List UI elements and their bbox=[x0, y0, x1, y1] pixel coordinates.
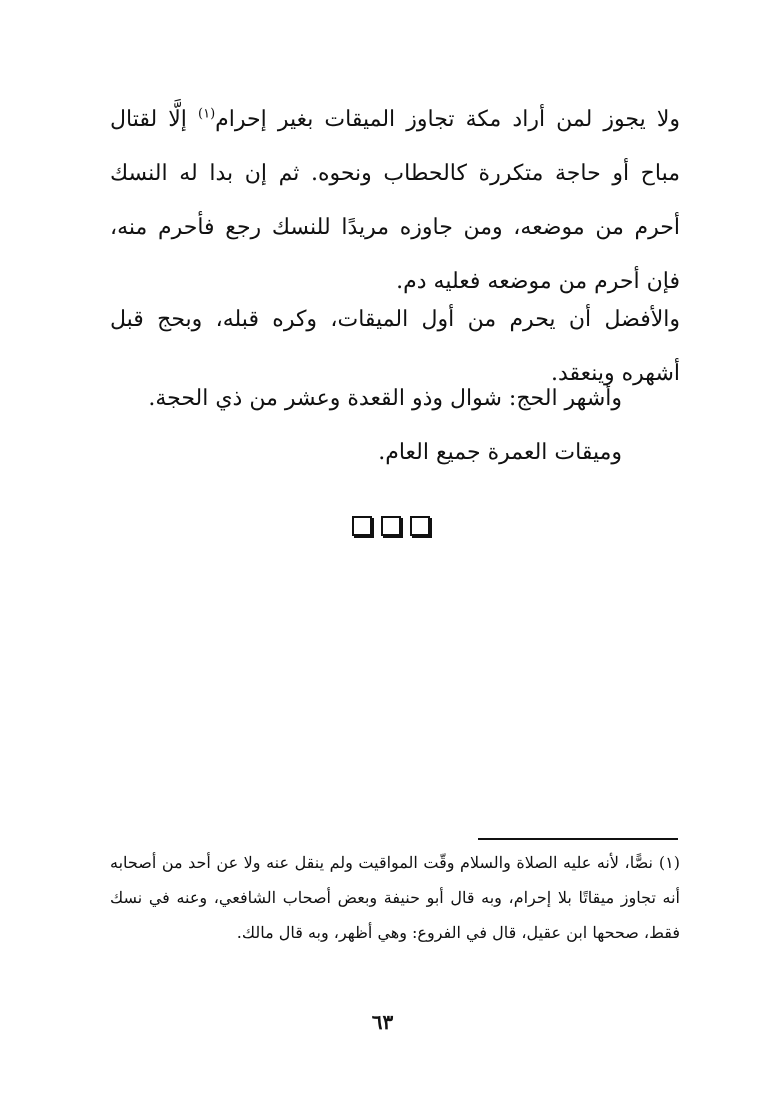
footnote-divider bbox=[478, 838, 678, 840]
page-number: ٦٣ bbox=[371, 1010, 394, 1034]
paragraph1-text-start: ولا يجوز لمن أراد مكة تجاوز الميقات بغير إحرام bbox=[215, 107, 681, 132]
square-ornament-icon bbox=[352, 516, 372, 536]
paragraph2-text: والأفضل أن يحرم من أول الميقات، وكره قبله، وبحج قبل أشهره وينعقد. bbox=[110, 307, 680, 386]
paragraph-umrah-miqat: وميقات العمرة جميع العام. bbox=[378, 440, 622, 465]
footnote-text: نصًّا، لأنه عليه الصلاة والسلام وقّت المواقيت ولم ينقل عنه ولا عن أحد من أصحابه أنه تجاوز ميقاتًا بلا إحرام، وبه قال أبو حنيفة وبعض أصحاب الشافعي، وعنه في نسك فقط، صححها ابن عقيل، قال في الفروع: وهي أظهر، وبه قال مالك. bbox=[110, 853, 680, 942]
paragraph1-text-end: إلَّا لقتال مباح أو حاجة متكررة كالحطاب ونحوه. ثم إن بدا له النسك أحرم من موضعه، ومن جاوزه مريدًا للنسك رجع فأحرم منه، فإن أحرم من موضعه فعليه دم. bbox=[110, 107, 680, 294]
footnote-reference[interactable]: (١) bbox=[198, 106, 216, 122]
paragraph-hajj-months: وأشهر الحج: شوال وذو القعدة وعشر من ذي الحجة. bbox=[148, 386, 622, 411]
paragraph-miqat-rule bbox=[110, 93, 680, 309]
footnote-number: (١) bbox=[658, 853, 680, 872]
square-ornament-icon bbox=[381, 516, 401, 536]
footnote bbox=[110, 845, 680, 950]
square-ornament-icon bbox=[410, 516, 430, 536]
section-separator-icon bbox=[352, 516, 430, 536]
